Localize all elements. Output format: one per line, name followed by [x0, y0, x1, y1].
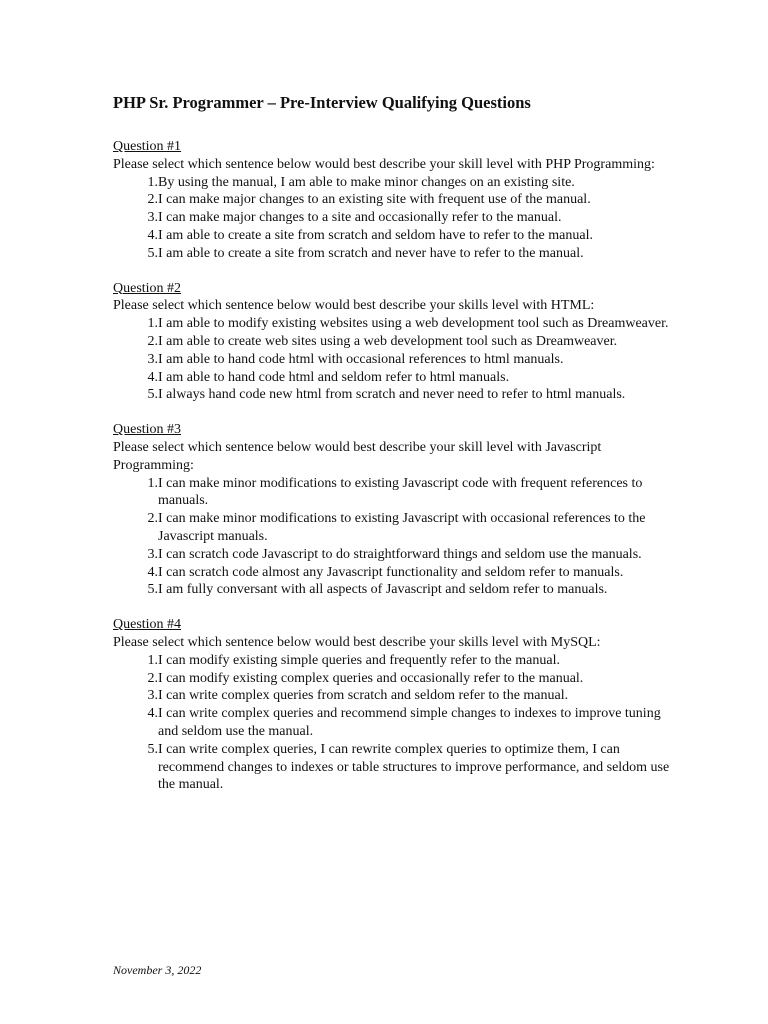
- question-prompt: Please select which sentence below would best describe your skill level with PHP Programming:: [113, 156, 655, 172]
- question-2: [113, 280, 673, 405]
- option-number: 2.: [147, 192, 158, 208]
- option-number: 2.: [147, 670, 158, 686]
- option-text: I am able to modify existing websites using a web development tool such as Dreamweaver.: [158, 316, 669, 332]
- option-text: I can make major changes to a site and occasionally refer to the manual.: [158, 210, 562, 226]
- answer-option: [113, 333, 673, 351]
- option-number: 4.: [147, 706, 158, 722]
- answer-option: [113, 174, 673, 192]
- answer-option: [113, 386, 673, 404]
- footer-date: November 3, 2022: [113, 963, 202, 977]
- option-text: I can write complex queries, I can rewrite complex queries to optimize them, I can recommend changes to indexes or table structures to improve performance, and seldom use the manual.: [158, 741, 670, 793]
- answer-option: [113, 245, 673, 263]
- answer-option: [113, 475, 673, 511]
- answer-option: [113, 209, 673, 227]
- option-text: I am fully conversant with all aspects of Javascript and seldom refer to manuals.: [158, 582, 608, 598]
- option-number: 1.: [147, 475, 158, 491]
- option-text: I am able to create a site from scratch and never have to refer to the manual.: [158, 245, 584, 261]
- answer-option: [113, 315, 673, 333]
- option-number: 3.: [147, 351, 158, 367]
- option-number: 5.: [147, 741, 158, 757]
- answer-option: [113, 510, 673, 546]
- option-text: I can make minor modifications to existing Javascript with occasional references to the Javascript manuals.: [158, 511, 646, 544]
- option-text: I can write complex queries from scratch and seldom refer to the manual.: [158, 688, 569, 704]
- answer-option: [113, 687, 673, 705]
- option-number: 4.: [147, 564, 158, 580]
- answer-options: [113, 652, 673, 794]
- document-page: [113, 90, 673, 811]
- answer-option: [113, 670, 673, 688]
- option-number: 2.: [147, 333, 158, 349]
- answer-option: [113, 227, 673, 245]
- question-3: [113, 421, 673, 599]
- option-number: 1.: [147, 316, 158, 332]
- answer-option: [113, 546, 673, 564]
- answer-option: [113, 705, 673, 741]
- question-prompt: Please select which sentence below would best describe your skills level with HTML:: [113, 298, 595, 314]
- answer-option: [113, 652, 673, 670]
- option-number: 5.: [147, 387, 158, 403]
- question-heading: Question #3: [113, 422, 182, 438]
- question-prompt: Please select which sentence below would best describe your skills level with MySQL:: [113, 634, 601, 650]
- answer-options: [113, 475, 673, 600]
- answer-option: [113, 741, 673, 794]
- question-prompt: Please select which sentence below would best describe your skill level with Javascript Programming:: [113, 439, 602, 473]
- option-text: I can make minor modifications to existing Javascript code with frequent references to manuals.: [158, 475, 643, 509]
- option-number: 5.: [147, 582, 158, 598]
- question-heading: Question #4: [113, 617, 182, 633]
- option-number: 3.: [147, 546, 158, 562]
- option-text: I can scratch code almost any Javascript functionality and seldom refer to manuals.: [158, 564, 624, 580]
- document-title: PHP Sr. Programmer – Pre-Interview Qualifying Questions: [113, 93, 531, 112]
- option-text: I can scratch code Javascript to do straightforward things and seldom use the manuals.: [158, 546, 642, 562]
- option-number: 2.: [147, 511, 158, 527]
- answer-option: [113, 564, 673, 582]
- option-text: I am able to create web sites using a web development tool such as Dreamweaver.: [158, 333, 618, 349]
- answer-option: [113, 369, 673, 387]
- option-text: By using the manual, I am able to make minor changes on an existing site.: [158, 174, 575, 190]
- option-number: 4.: [147, 227, 158, 243]
- option-text: I am able to create a site from scratch and seldom have to refer to the manual.: [158, 227, 593, 243]
- answer-options: [113, 174, 673, 263]
- option-text: I always hand code new html from scratch and never need to refer to html manuals.: [158, 387, 626, 403]
- question-4: [113, 616, 673, 794]
- option-number: 4.: [147, 369, 158, 385]
- option-number: 1.: [147, 652, 158, 668]
- question-1: [113, 138, 673, 263]
- answer-option: [113, 581, 673, 599]
- question-heading: Question #1: [113, 139, 182, 154]
- question-heading: Question #2: [113, 280, 182, 296]
- option-text: I can make major changes to an existing site with frequent use of the manual.: [158, 192, 591, 208]
- option-number: 1.: [147, 174, 158, 190]
- option-text: I can write complex queries and recommend simple changes to indexes to improve tuning and seldom use the manual.: [158, 706, 661, 739]
- option-text: I can modify existing complex queries and occasionally refer to the manual.: [158, 670, 584, 686]
- option-number: 5.: [147, 245, 158, 261]
- option-number: 3.: [147, 210, 158, 226]
- option-text: I am able to hand code html and seldom refer to html manuals.: [158, 369, 510, 385]
- option-number: 3.: [147, 688, 158, 704]
- answer-option: [113, 191, 673, 209]
- answer-options: [113, 315, 673, 404]
- answer-option: [113, 351, 673, 369]
- option-text: I am able to hand code html with occasional references to html manuals.: [158, 351, 564, 367]
- option-text: I can modify existing simple queries and frequently refer to the manual.: [158, 652, 560, 668]
